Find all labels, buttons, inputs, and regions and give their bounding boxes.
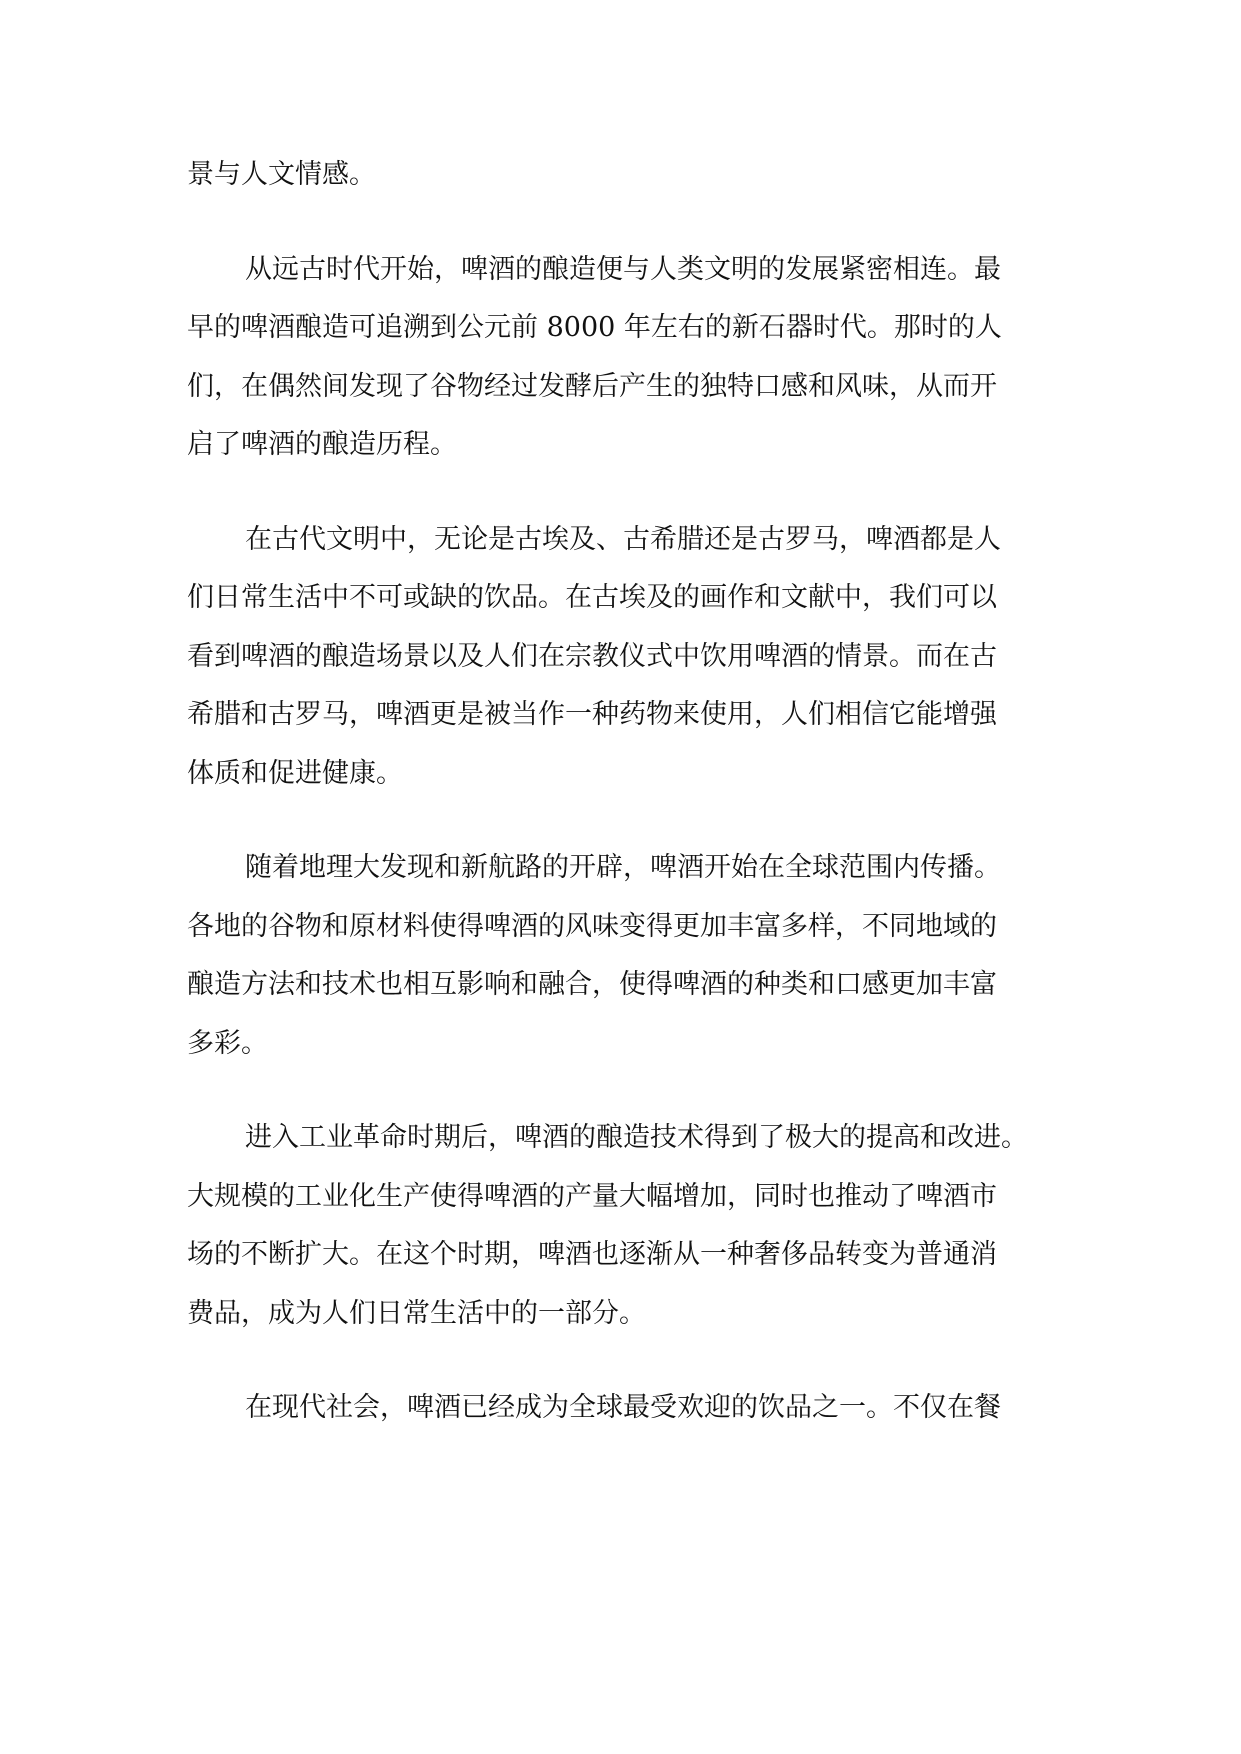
text-line: 早的啤酒酿造可追溯到公元前 8000 年左右的新石器时代。那时的人 [187, 312, 1002, 343]
paragraph-gap [187, 803, 1058, 839]
text-line: 们日常生活中不可或缺的饮品。在古埃及的画作和文献中，我们可以 [187, 582, 997, 613]
text-line: 大规模的工业化生产使得啤酒的产量大幅增加，同时也推动了啤酒市 [187, 1180, 997, 1212]
text-line: 从远古时代开始，啤酒的酿造便与人类文明的发展紧密相连。最 [245, 253, 1001, 285]
paragraph-gap [187, 1073, 1058, 1109]
text-line: 多彩。 [187, 1027, 268, 1059]
text-line: 启了啤酒的酿造历程。 [187, 429, 457, 460]
text-line: 费品，成为人们日常生活中的一部分。 [187, 1297, 646, 1329]
text-line: 酿造方法和技术也相互影响和融合，使得啤酒的种类和口感更加丰富 [187, 969, 997, 1000]
text-line: 进入工业革命时期后，啤酒的酿造技术得到了极大的提高和改进。 [245, 1122, 1028, 1153]
paragraph [187, 839, 1058, 1073]
text-line: 体质和促进健康。 [187, 757, 403, 789]
text-line: 景与人文情感。 [187, 159, 376, 190]
paragraph [187, 241, 1058, 475]
paragraph-gap [187, 205, 1058, 241]
text-line: 各地的谷物和原材料使得啤酒的风味变得更加丰富多样，不同地域的 [187, 910, 997, 942]
text-line: 场的不断扩大。在这个时期，啤酒也逐渐从一种奢侈品转变为普通消 [187, 1239, 997, 1270]
body-text [187, 146, 1058, 1438]
text-line: 们，在偶然间发现了谷物经过发酵后产生的独特口感和风味，从而开 [187, 370, 997, 402]
text-line: 看到啤酒的酿造场景以及人们在宗教仪式中饮用啤酒的情景。而在古 [187, 640, 997, 672]
text-line: 随着地理大发现和新航路的开辟，啤酒开始在全球范围内传播。 [245, 852, 1001, 883]
text-line: 希腊和古罗马，啤酒更是被当作一种药物来使用，人们相信它能增强 [187, 699, 997, 730]
text-line: 在现代社会，啤酒已经成为全球最受欢迎的饮品之一。不仅在餐 [245, 1392, 1001, 1423]
paragraph [187, 511, 1058, 804]
paragraph [187, 1379, 1058, 1438]
paragraph-gap [187, 475, 1058, 511]
paragraph-gap [187, 1343, 1058, 1379]
paragraph [187, 146, 1058, 205]
text-line: 在古代文明中，无论是古埃及、古希腊还是古罗马，啤酒都是人 [245, 523, 1001, 555]
paragraph [187, 1109, 1058, 1343]
